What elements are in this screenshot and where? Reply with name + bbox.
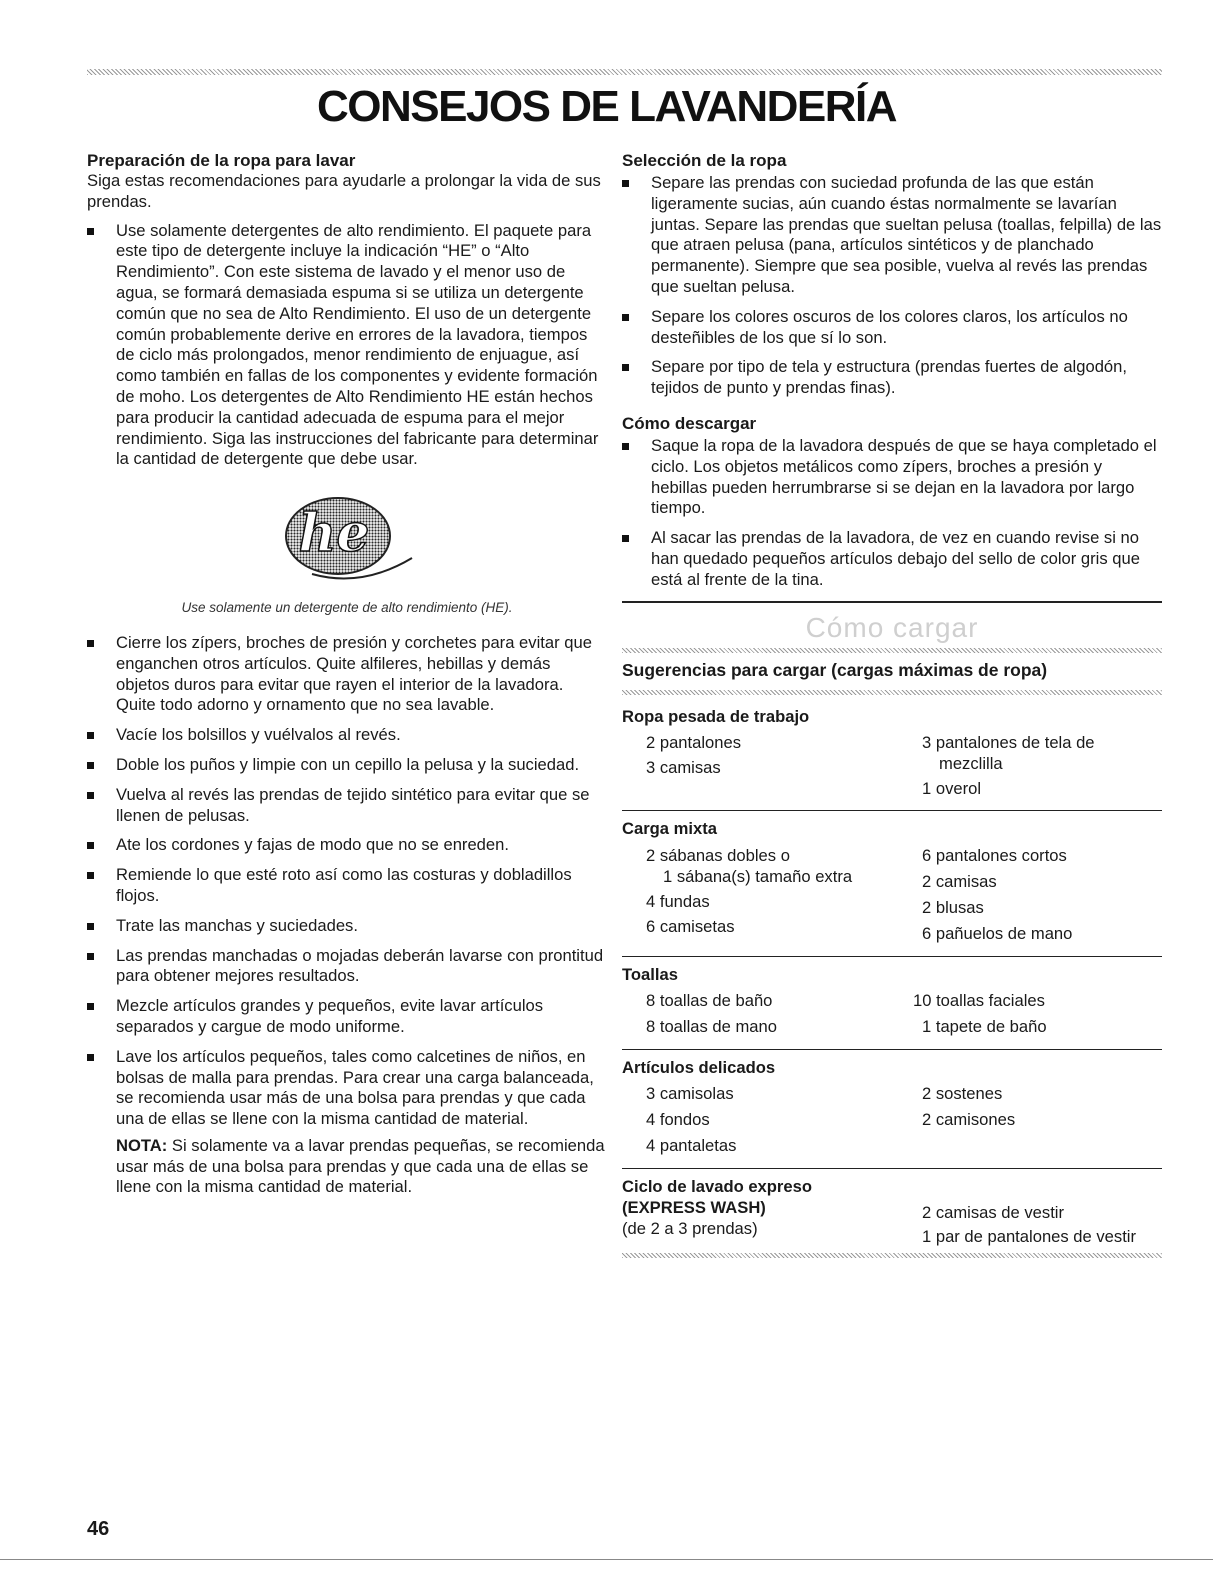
- delicates-item: 4 pantaletas: [646, 1136, 737, 1155]
- towels-col1: [622, 990, 777, 1037]
- bullet-wet-clothes: Las prendas manchadas o mojadas deberán lavarse con prontitud para obtener mejores resultados.: [87, 946, 607, 988]
- heavy-item: 1 overol: [922, 779, 982, 798]
- bullet-synthetics: Vuelva al revés las prendas de tejido sintético para evitar que se llenen de pelusas.: [87, 785, 607, 827]
- prep-first-list: [87, 221, 607, 471]
- note-paragraph: [87, 1136, 607, 1198]
- bottom-rule: [0, 1559, 1213, 1560]
- selection-heading: Selección de la ropa: [622, 151, 787, 170]
- express-title-line2: (EXPRESS WASH): [622, 1198, 766, 1217]
- loading-hatch-mid: [622, 690, 1162, 695]
- towels-item: 1 tapete de baño: [922, 1017, 1047, 1036]
- towels-title: Toallas: [622, 965, 678, 984]
- delicates-item: 4 fondos: [646, 1110, 710, 1129]
- rule-mixed: [622, 956, 1162, 957]
- delicates-col2: [898, 1083, 1015, 1130]
- bullet-stains: Trate las manchas y suciedades.: [87, 916, 607, 937]
- mixed-col2: [898, 845, 1072, 944]
- svg-text:he: he: [298, 503, 370, 565]
- mixed-item: 6 camisetas: [646, 917, 735, 936]
- prep-bullet-list: [87, 633, 607, 1130]
- loading-suggestions-heading: Sugerencias para cargar (cargas máximas de ropa): [622, 660, 1048, 680]
- mixed-item: 2 sábanas dobles o: [646, 846, 790, 865]
- express-subtitle: (de 2 a 3 prendas): [622, 1219, 758, 1238]
- mixed-item: 2 blusas: [922, 898, 984, 917]
- mixed-title: Carga mixta: [622, 819, 717, 838]
- he-caption: Use solamente un detergente de alto rendimiento (HE).: [181, 600, 513, 616]
- loading-section-title: Cómo cargar: [805, 612, 979, 643]
- note-label: NOTA:: [116, 1135, 168, 1155]
- mixed-item: 4 fundas: [646, 892, 710, 911]
- mixed-col1: [622, 845, 852, 937]
- mixed-item: 6 pañuelos de mano: [922, 924, 1073, 943]
- bullet-fabric: Separe por tipo de tela y estructura (prendas fuertes de algodón, tejidos de punto y prendas finas).: [622, 357, 1162, 399]
- towels-item: 8 toallas de mano: [646, 1017, 777, 1036]
- prep-intro: Siga estas recomendaciones para ayudarle a prolongar la vida de sus prendas.: [87, 171, 601, 211]
- loading-top-rule: [622, 601, 1162, 603]
- bullet-cords: Ate los cordones y fajas de modo que no se enreden.: [87, 835, 607, 856]
- mixed-item-sub: 1 sábana(s) tamaño extra: [663, 867, 853, 886]
- express-title: [622, 1176, 812, 1239]
- bullet-soil-level: Separe las prendas con suciedad profunda de las que están ligeramente sucias, aún cuando éstas normalmente se lavarían juntas. Separe las prendas que sueltan pelusa (toallas, felpilla) de las que atraen pelusa (pana, artículos sintéticos y de planchado permanente). Siempre que sea posible, vuelva al revés las prendas que sueltan pelusa.: [622, 173, 1162, 298]
- express-item: 1 par de pantalones de vestir: [922, 1227, 1137, 1246]
- mixed-item: 2 camisas: [922, 872, 997, 891]
- bullet-pockets: Vacíe los bolsillos y vuélvalos al revés.: [87, 725, 607, 746]
- heavy-item: 3 camisas: [646, 758, 721, 777]
- bullet-cuffs: Doble los puños y limpie con un cepillo la pelusa y la suciedad.: [87, 755, 607, 776]
- express-item: 2 camisas de vestir: [922, 1203, 1065, 1222]
- towels-item: 10 toallas faciales: [913, 991, 1045, 1010]
- unload-list: [622, 436, 1162, 591]
- page-number: 46: [87, 1518, 110, 1540]
- prep-heading: Preparación de la ropa para lavar: [87, 151, 356, 170]
- heavy-col1: [622, 732, 741, 778]
- loading-hatch-bottom: [622, 1253, 1162, 1258]
- top-hatch-rule: [87, 69, 1162, 75]
- bullet-he-detergent: Use solamente detergentes de alto rendimiento. El paquete para este tipo de detergente incluye la indicación “HE” o “Alto Rendimiento”. Con este sistema de lavado y el menor uso de agua, se formará demasiada espuma si se utiliza un detergente común que no sea de Alto Rendimiento. El uso de un detergente común probablemente derive en errores de la lavadora, tiempos de ciclo más prolongados, menor rendimiento de enjuague, así como también en fallas de los componentes y evidente formación de moho. Los detergentes de Alto Rendimiento HE están hechos para producir la cantidad adecuada de espuma para el mejor rendimiento. Siga las instrucciones del fabricante para determinar la cantidad de detergente que debe usar.: [87, 221, 607, 471]
- bullet-mesh-bags: Lave los artículos pequeños, tales como calcetines de niños, en bolsas de malla para prendas. Para crear una carga balanceada, se recomienda usar más de una bolsa para prendas y que cada una de ellas se llene con la misma cantidad de material.: [87, 1047, 607, 1130]
- heavy-title: Ropa pesada de trabajo: [622, 707, 810, 726]
- rule-delicates: [622, 1168, 1162, 1169]
- rule-towels: [622, 1049, 1162, 1050]
- left-column: [87, 150, 607, 1198]
- towels-item: 8 toallas de baño: [646, 991, 773, 1010]
- bullet-colors: Separe los colores oscuros de los colores claros, los artículos no desteñibles de los que sí lo son.: [622, 307, 1162, 349]
- delicates-item: 3 camisolas: [646, 1084, 734, 1103]
- delicates-item: 2 sostenes: [922, 1084, 1003, 1103]
- page-title: CONSEJOS DE LAVANDERÍA: [316, 82, 896, 131]
- rule-heavy: [622, 810, 1162, 811]
- note-text: Si solamente va a lavar prendas pequeñas, se recomienda usar más de una bolsa para prendas y que cada una de ellas se llene con la misma cantidad de material.: [116, 1135, 605, 1197]
- he-logo-icon: [272, 496, 422, 582]
- right-column: [622, 150, 1162, 600]
- bullet-check-seal: Al sacar las prendas de la lavadora, de vez en cuando revise si no han quedado pequeños artículos debajo del sello de color gris que está al frente de la tina.: [622, 528, 1162, 590]
- bullet-mend: Remiende lo que esté roto así como las costuras y dobladillos flojos.: [87, 865, 607, 907]
- heavy-item-cont: mezclilla: [939, 754, 1003, 773]
- bullet-mix-items: Mezcle artículos grandes y pequeños, evite lavar artículos separados y cargue de modo uniforme.: [87, 996, 607, 1038]
- express-title-line1: Ciclo de lavado expreso: [622, 1177, 812, 1196]
- heavy-item: 2 pantalones: [646, 733, 742, 752]
- bullet-zippers: Cierre los zípers, broches de presión y corchetes para evitar que enganchen otros artículos. Quite alfileres, hebillas y demás objetos duros para evitar que rayen el interior de la lavadora. Quite todo adorno y ornamento que no sea lavable.: [87, 633, 607, 716]
- delicates-item: 2 camisones: [922, 1110, 1016, 1129]
- delicates-col1: [622, 1083, 736, 1156]
- delicates-title: Artículos delicados: [622, 1058, 776, 1077]
- loading-hatch-top: [622, 648, 1162, 653]
- towels-col2: [889, 990, 1047, 1037]
- selection-list: [622, 173, 1162, 399]
- heavy-col2: [898, 732, 1095, 799]
- bullet-remove-promptly: Saque la ropa de la lavadora después de que se haya completado el ciclo. Los objetos metálicos como zípers, broches a presión y hebillas pueden herrumbrarse si se dejan en la lavadora por largo tiempo.: [622, 436, 1162, 519]
- heavy-item: 3 pantalones de tela de: [922, 733, 1095, 752]
- mixed-item: 6 pantalones cortos: [922, 846, 1067, 865]
- unload-heading: Cómo descargar: [622, 413, 757, 433]
- express-col2: [898, 1202, 1136, 1247]
